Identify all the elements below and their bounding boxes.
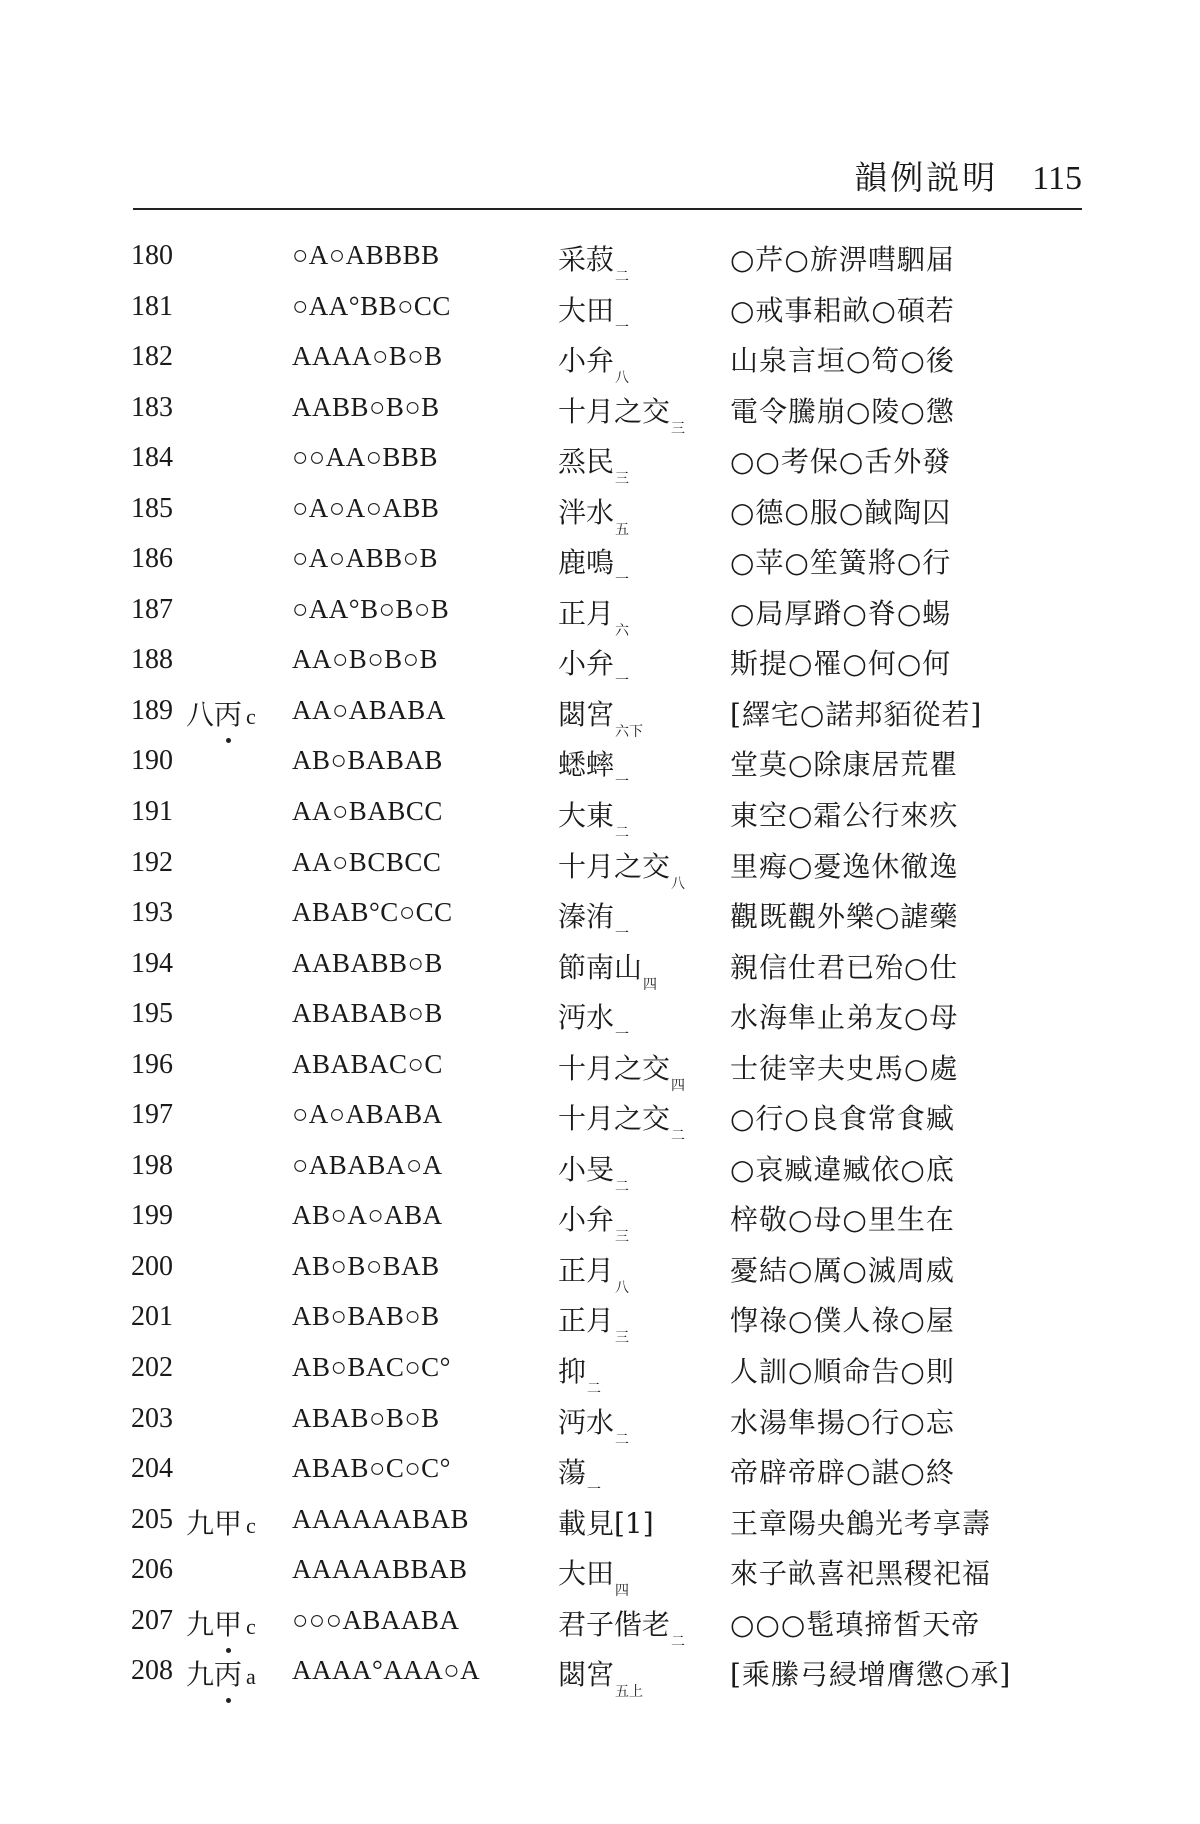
row-number: 208 xyxy=(131,1655,173,1687)
table-row xyxy=(0,493,1200,544)
rhyme-words: 觀既觀外樂○謔藥 xyxy=(730,900,959,934)
table-row xyxy=(0,1200,1200,1251)
rhyme-pattern: ○A○ABBBB xyxy=(292,240,440,270)
rhyme-pattern: ABAB°C○CC xyxy=(292,897,453,928)
section-char: 九 xyxy=(186,1658,215,1692)
poem-title xyxy=(558,1653,643,1701)
rhyme-pattern: AB○A○ABA xyxy=(292,1200,443,1231)
section-sub: c xyxy=(246,703,256,729)
section-char: 八 xyxy=(186,697,215,731)
rhyme-pattern: AB○BABAB xyxy=(292,745,443,776)
poem-title xyxy=(558,390,685,438)
poem-title xyxy=(558,693,643,741)
poem-title xyxy=(558,946,657,994)
row-number: 194 xyxy=(131,947,173,979)
row-number: 198 xyxy=(131,1149,173,1181)
poem-title xyxy=(558,1451,601,1499)
rhyme-pattern: AA○ABABA xyxy=(292,694,446,725)
poem-name: 蕩 xyxy=(558,1456,587,1490)
row-number: 187 xyxy=(131,593,173,625)
table-row xyxy=(0,240,1200,291)
poem-name: 大東 xyxy=(558,799,615,833)
row-number: 180 xyxy=(131,240,173,271)
row-number: 189 xyxy=(131,694,173,726)
stanza-number: 一 xyxy=(615,673,630,690)
poem-name: 大田 xyxy=(558,293,615,327)
poem-title xyxy=(558,642,629,690)
stanza-number: 一 xyxy=(615,1027,630,1044)
rhyme-pattern: ○○AA○BBB xyxy=(292,442,438,473)
rhyme-words: 電令騰崩○陵○懲 xyxy=(730,394,955,428)
stanza-number: 三 xyxy=(671,420,686,437)
poem-name: 烝民 xyxy=(558,445,615,479)
poem-name: 小旻 xyxy=(558,1152,615,1186)
rhyme-words: [乘縢弓綅增膺懲○承] xyxy=(730,1658,1012,1692)
rhyme-pattern: AA○BCBCC xyxy=(292,846,442,877)
rhyme-pattern: ○AA°BB○CC xyxy=(292,290,451,321)
stanza-number: 二 xyxy=(587,1381,602,1398)
poem-title xyxy=(558,1350,601,1398)
rhyme-words: 來子畝喜祀黑稷祀福 xyxy=(730,1557,992,1591)
table-row xyxy=(0,948,1200,999)
poem-title xyxy=(558,1249,629,1297)
row-number: 204 xyxy=(131,1453,173,1485)
rhyme-words: ○德○服○馘陶囚 xyxy=(730,495,952,529)
row-number: 197 xyxy=(131,1099,173,1131)
row-number: 201 xyxy=(131,1301,173,1333)
rhyme-pattern: ○A○ABABA xyxy=(292,1099,443,1130)
row-number: 185 xyxy=(131,492,173,524)
section-char-dotted: 丙 xyxy=(214,693,242,733)
rhyme-words: 憂結○厲○滅周威 xyxy=(730,1253,955,1287)
poem-title xyxy=(558,1502,654,1542)
rhyme-words: 東空○霜公行來疚 xyxy=(730,799,959,833)
poem-title xyxy=(558,1097,685,1145)
rhyme-pattern: ○A○A○ABB xyxy=(292,492,440,523)
row-number: 183 xyxy=(131,391,173,423)
table-row xyxy=(0,1403,1200,1454)
rhyme-words: 水海隼止弟友○母 xyxy=(730,1001,959,1035)
table-row xyxy=(0,594,1200,645)
poem-name: 蟋蟀 xyxy=(558,748,615,782)
stanza-number: 五上 xyxy=(615,1684,644,1701)
poem-name: 溱洧 xyxy=(558,900,615,934)
poem-name: 正月 xyxy=(558,596,615,630)
section-label xyxy=(186,693,256,733)
rhyme-words: 人訓○順命告○則 xyxy=(730,1355,955,1389)
rhyme-pattern: AAAA○B○B xyxy=(292,341,443,372)
stanza-number: 八 xyxy=(615,1279,630,1296)
poem-name: 抑 xyxy=(558,1355,587,1389)
poem-title xyxy=(558,1401,629,1449)
stanza-number: 四 xyxy=(671,1077,686,1094)
poem-name: 十月之交 xyxy=(558,1102,671,1136)
stanza-number: 二 xyxy=(615,825,630,842)
rhyme-words: 山泉言垣○笱○後 xyxy=(730,344,955,378)
poem-name: 采菽 xyxy=(558,243,615,276)
stanza-number: 二 xyxy=(615,1178,630,1195)
rhyme-words: ○○○髢瑱揥皙天帝 xyxy=(730,1607,981,1641)
stanza-number: 一 xyxy=(615,572,630,589)
table-row xyxy=(0,291,1200,342)
rhyme-pattern: ABAB○C○C° xyxy=(292,1453,451,1484)
stanza-number: 三 xyxy=(615,1330,630,1347)
table-row xyxy=(0,644,1200,695)
poem-title xyxy=(558,339,629,387)
row-number: 190 xyxy=(131,745,173,777)
stanza-number: 六下 xyxy=(615,723,644,740)
poem-title xyxy=(558,895,629,943)
row-number: 205 xyxy=(131,1503,173,1535)
poem-title xyxy=(558,1552,629,1600)
poem-title xyxy=(558,491,629,539)
rhyme-words: ○芹○旂淠嘒駟届 xyxy=(730,243,955,276)
rhyme-words: ○苹○笙簧將○行 xyxy=(730,546,952,580)
poem-title xyxy=(558,794,629,842)
poem-name: 小弁 xyxy=(558,647,615,681)
rhyme-pattern: ○○○ABAABA xyxy=(292,1604,460,1635)
poem-name: 載見[1] xyxy=(558,1506,654,1540)
poem-title xyxy=(558,996,629,1044)
poem-title xyxy=(558,1603,685,1651)
poem-name: 正月 xyxy=(558,1304,615,1338)
stanza-number: 一 xyxy=(615,319,630,336)
table-row xyxy=(0,1655,1200,1706)
rhyme-words: 惸祿○僕人祿○屋 xyxy=(730,1304,955,1338)
stanza-number: 二 xyxy=(615,1431,630,1448)
header-rule xyxy=(133,208,1082,210)
rhyme-pattern: AA○B○B○B xyxy=(292,644,438,675)
poem-name: 小弁 xyxy=(558,344,615,378)
poem-name: 十月之交 xyxy=(558,849,671,883)
row-number: 181 xyxy=(131,290,173,322)
table-row xyxy=(0,796,1200,847)
poem-name: 大田 xyxy=(558,1557,615,1591)
rhyme-pattern: ABABAC○C xyxy=(292,1048,443,1079)
row-number: 203 xyxy=(131,1402,173,1434)
row-number: 199 xyxy=(131,1200,173,1232)
poem-title xyxy=(558,238,629,286)
rhyme-pattern: AB○BAB○B xyxy=(292,1301,440,1332)
rhyme-words: 堂莫○除康居荒瞿 xyxy=(730,748,959,782)
stanza-number: 三 xyxy=(615,471,630,488)
poem-title xyxy=(558,440,629,488)
table-row xyxy=(0,1504,1200,1555)
rhyme-words: [繹宅○諾邦貊從若] xyxy=(730,697,983,731)
row-number: 193 xyxy=(131,897,173,929)
poem-title xyxy=(558,1148,629,1196)
poem-name: 十月之交 xyxy=(558,394,671,428)
poem-name: 鹿鳴 xyxy=(558,546,615,580)
poem-name: 閟宮 xyxy=(558,1658,615,1692)
stanza-number: 五 xyxy=(615,521,630,538)
section-char-dotted: 丙 xyxy=(214,1653,242,1693)
row-number: 182 xyxy=(131,341,173,373)
rhyme-pattern: AB○BAC○C° xyxy=(292,1352,451,1383)
table-row xyxy=(0,1049,1200,1100)
table-row xyxy=(0,1251,1200,1302)
rhyme-pattern: AABABB○B xyxy=(292,947,443,978)
row-number: 196 xyxy=(131,1048,173,1080)
table-row xyxy=(0,1554,1200,1605)
poem-name: 閟宮 xyxy=(558,697,615,731)
poem-name: 十月之交 xyxy=(558,1051,671,1085)
row-number: 195 xyxy=(131,998,173,1030)
row-number: 192 xyxy=(131,846,173,878)
rhyme-table xyxy=(0,240,1200,1706)
stanza-number: 二 xyxy=(671,1128,686,1145)
table-row xyxy=(0,1453,1200,1504)
rhyme-pattern: ○A○ABB○B xyxy=(292,543,438,574)
table-row xyxy=(0,1150,1200,1201)
rhyme-words: 梓敬○母○里生在 xyxy=(730,1203,955,1237)
rhyme-words: ○行○良食常食臧 xyxy=(730,1102,955,1136)
row-number: 206 xyxy=(131,1554,173,1586)
poem-title xyxy=(558,743,629,791)
rhyme-words: 士徒宰夫史馬○處 xyxy=(730,1051,959,1085)
rhyme-words: 王章陽央鶬光考享壽 xyxy=(730,1506,992,1540)
poem-name: 正月 xyxy=(558,1253,615,1287)
running-title: 韻例説明 xyxy=(854,158,999,197)
section-sub: a xyxy=(246,1664,256,1690)
rhyme-pattern: AAAA°AAA○A xyxy=(292,1655,481,1686)
poem-title xyxy=(558,1198,629,1246)
section-sub: c xyxy=(246,1512,256,1538)
row-number: 188 xyxy=(131,644,173,676)
poem-name: 君子偕老 xyxy=(558,1607,671,1641)
section-label xyxy=(186,1653,256,1693)
table-row xyxy=(0,392,1200,443)
rhyme-pattern: ABABAB○B xyxy=(292,998,443,1029)
row-number: 207 xyxy=(131,1604,173,1636)
poem-title xyxy=(558,1299,629,1347)
row-number: 186 xyxy=(131,543,173,575)
rhyme-words: 水湯隼揚○行○忘 xyxy=(730,1405,955,1439)
stanza-number: 四 xyxy=(643,976,658,993)
rhyme-pattern: ABAB○B○B xyxy=(292,1402,440,1433)
section-char: 九 xyxy=(186,1607,215,1641)
table-row xyxy=(0,897,1200,948)
page-header xyxy=(854,152,1082,199)
row-number: 200 xyxy=(131,1250,173,1282)
page-number: 115 xyxy=(1032,160,1082,197)
table-row xyxy=(0,442,1200,493)
rhyme-pattern: AAAAABBAB xyxy=(292,1554,468,1585)
row-number: 191 xyxy=(131,796,173,828)
row-number: 184 xyxy=(131,442,173,474)
table-row xyxy=(0,847,1200,898)
stanza-number: 八 xyxy=(671,875,686,892)
stanza-number: 一 xyxy=(587,1482,602,1499)
stanza-number: 一 xyxy=(615,926,630,943)
section-sub: c xyxy=(246,1613,256,1639)
stanza-number: 四 xyxy=(615,1583,630,1600)
stanza-number: 六 xyxy=(615,622,630,639)
rhyme-pattern: AA○BABCC xyxy=(292,796,443,827)
poem-name: 泮水 xyxy=(558,495,615,529)
rhyme-words: 帝辟帝辟○諶○終 xyxy=(730,1456,955,1490)
rhyme-pattern: AB○B○BAB xyxy=(292,1250,440,1281)
stanza-number: 一 xyxy=(615,774,630,791)
poem-title xyxy=(558,541,629,589)
section-label xyxy=(186,1603,256,1643)
poem-title xyxy=(558,1047,685,1095)
rhyme-words: ○○考保○舌外發 xyxy=(730,445,952,479)
poem-title xyxy=(558,592,629,640)
table-row xyxy=(0,1099,1200,1150)
poem-name: 沔水 xyxy=(558,1405,615,1439)
poem-title xyxy=(558,845,685,893)
table-row xyxy=(0,998,1200,1049)
poem-name: 節南山 xyxy=(558,950,643,984)
poem-name: 小弁 xyxy=(558,1203,615,1237)
table-row xyxy=(0,745,1200,796)
table-row xyxy=(0,1605,1200,1656)
rhyme-words: 親信仕君已殆○仕 xyxy=(730,950,959,984)
table-row xyxy=(0,695,1200,746)
rhyme-pattern: AABB○B○B xyxy=(292,391,440,422)
table-row xyxy=(0,341,1200,392)
section-label xyxy=(186,1502,256,1542)
rhyme-words: 斯提○罹○何○何 xyxy=(730,647,952,681)
table-row xyxy=(0,1301,1200,1352)
rhyme-pattern: AAAAAABAB xyxy=(292,1503,470,1534)
row-number: 202 xyxy=(131,1352,173,1384)
rhyme-words: ○哀臧違臧依○底 xyxy=(730,1152,955,1186)
stanza-number: 八 xyxy=(615,370,630,387)
stanza-number: 三 xyxy=(615,1229,630,1246)
rhyme-words: 里痗○憂逸休徹逸 xyxy=(730,849,959,883)
rhyme-pattern: ○ABABA○A xyxy=(292,1149,443,1180)
stanza-number: 二 xyxy=(615,269,630,285)
rhyme-words: ○局厚蹐○脊○蜴 xyxy=(730,596,952,630)
table-row xyxy=(0,1352,1200,1403)
poem-title xyxy=(558,289,629,337)
rhyme-pattern: ○AA°B○B○B xyxy=(292,593,450,624)
rhyme-words: ○戒事耜畝○碩若 xyxy=(730,293,955,327)
section-chars: 九甲 xyxy=(186,1506,243,1540)
stanza-number: 二 xyxy=(671,1633,686,1650)
table-row xyxy=(0,543,1200,594)
poem-name: 沔水 xyxy=(558,1001,615,1035)
section-char-dotted: 甲 xyxy=(214,1603,242,1643)
